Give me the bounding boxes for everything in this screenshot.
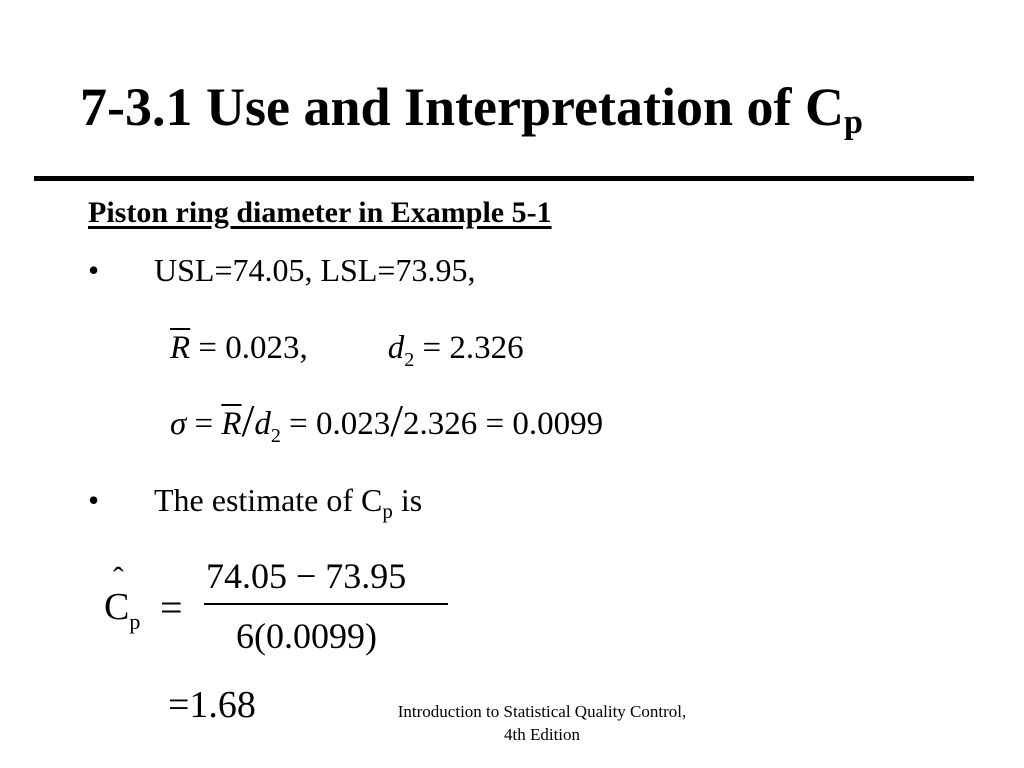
footer-line-1: Introduction to Statistical Quality Control, xyxy=(397,702,687,721)
bullet-spec-limits xyxy=(88,252,475,289)
equals-sign: = xyxy=(280,406,316,442)
fraction-denominator: 6(0.0099) xyxy=(236,616,377,656)
equals-sign: = xyxy=(414,330,450,366)
division-slash: / xyxy=(241,395,255,446)
d-subscript: 2 xyxy=(270,425,281,447)
cp-letter: C xyxy=(104,586,130,628)
bullet-cp-estimate xyxy=(88,482,422,524)
cp-equals-sign: = xyxy=(160,585,183,630)
fraction-numerator: 74.05 − 73.95 xyxy=(206,556,407,596)
fraction-bar xyxy=(204,603,448,605)
rbar-symbol: $\overline{R}$ xyxy=(170,330,191,366)
sigma-value: 0.0099 xyxy=(512,406,604,442)
hat-accent: ˆ xyxy=(113,560,124,596)
bullet-text: The estimate of C xyxy=(154,482,383,518)
d-symbol: d xyxy=(254,406,271,442)
footer-line-2: 4th Edition xyxy=(503,725,581,744)
equals-sign: = xyxy=(186,406,222,442)
footer xyxy=(360,700,724,746)
rbar-symbol: $\overline{R}$ xyxy=(221,406,242,442)
subheading: Piston ring diameter in Example 5-1 xyxy=(88,196,552,229)
sigma-symbol: σ xyxy=(170,406,187,442)
cp-result: =1.68 xyxy=(168,684,256,726)
title-divider xyxy=(34,176,974,181)
equals-sign: = xyxy=(477,406,513,442)
title-subscript: p xyxy=(843,104,863,141)
d-symbol: d xyxy=(387,330,405,366)
bullet-text: USL=74.05, LSL=73.95, xyxy=(154,252,476,288)
rbar-numeric: 0.023 xyxy=(315,406,391,442)
d2-value: 2.326 xyxy=(449,330,524,366)
d2-numeric: 2.326 xyxy=(403,406,478,442)
d-subscript: 2 xyxy=(404,349,415,371)
equals-sign: = xyxy=(190,330,226,366)
bullet-subscript: p xyxy=(382,499,393,523)
slide-title: 7-3.1 Use and Interpretation of $C_p$ xyxy=(80,77,863,141)
equation-sigma xyxy=(170,396,603,446)
bullet-marker: • xyxy=(88,482,100,518)
cp-hat-symbol xyxy=(104,560,141,634)
bullet-suffix: is xyxy=(392,482,423,518)
cp-subscript: p xyxy=(129,609,141,634)
division-slash: / xyxy=(390,395,404,446)
equation-rbar-d2 xyxy=(170,332,524,370)
bullet-marker: • xyxy=(88,252,100,288)
rbar-value: 0.023, xyxy=(225,330,308,366)
